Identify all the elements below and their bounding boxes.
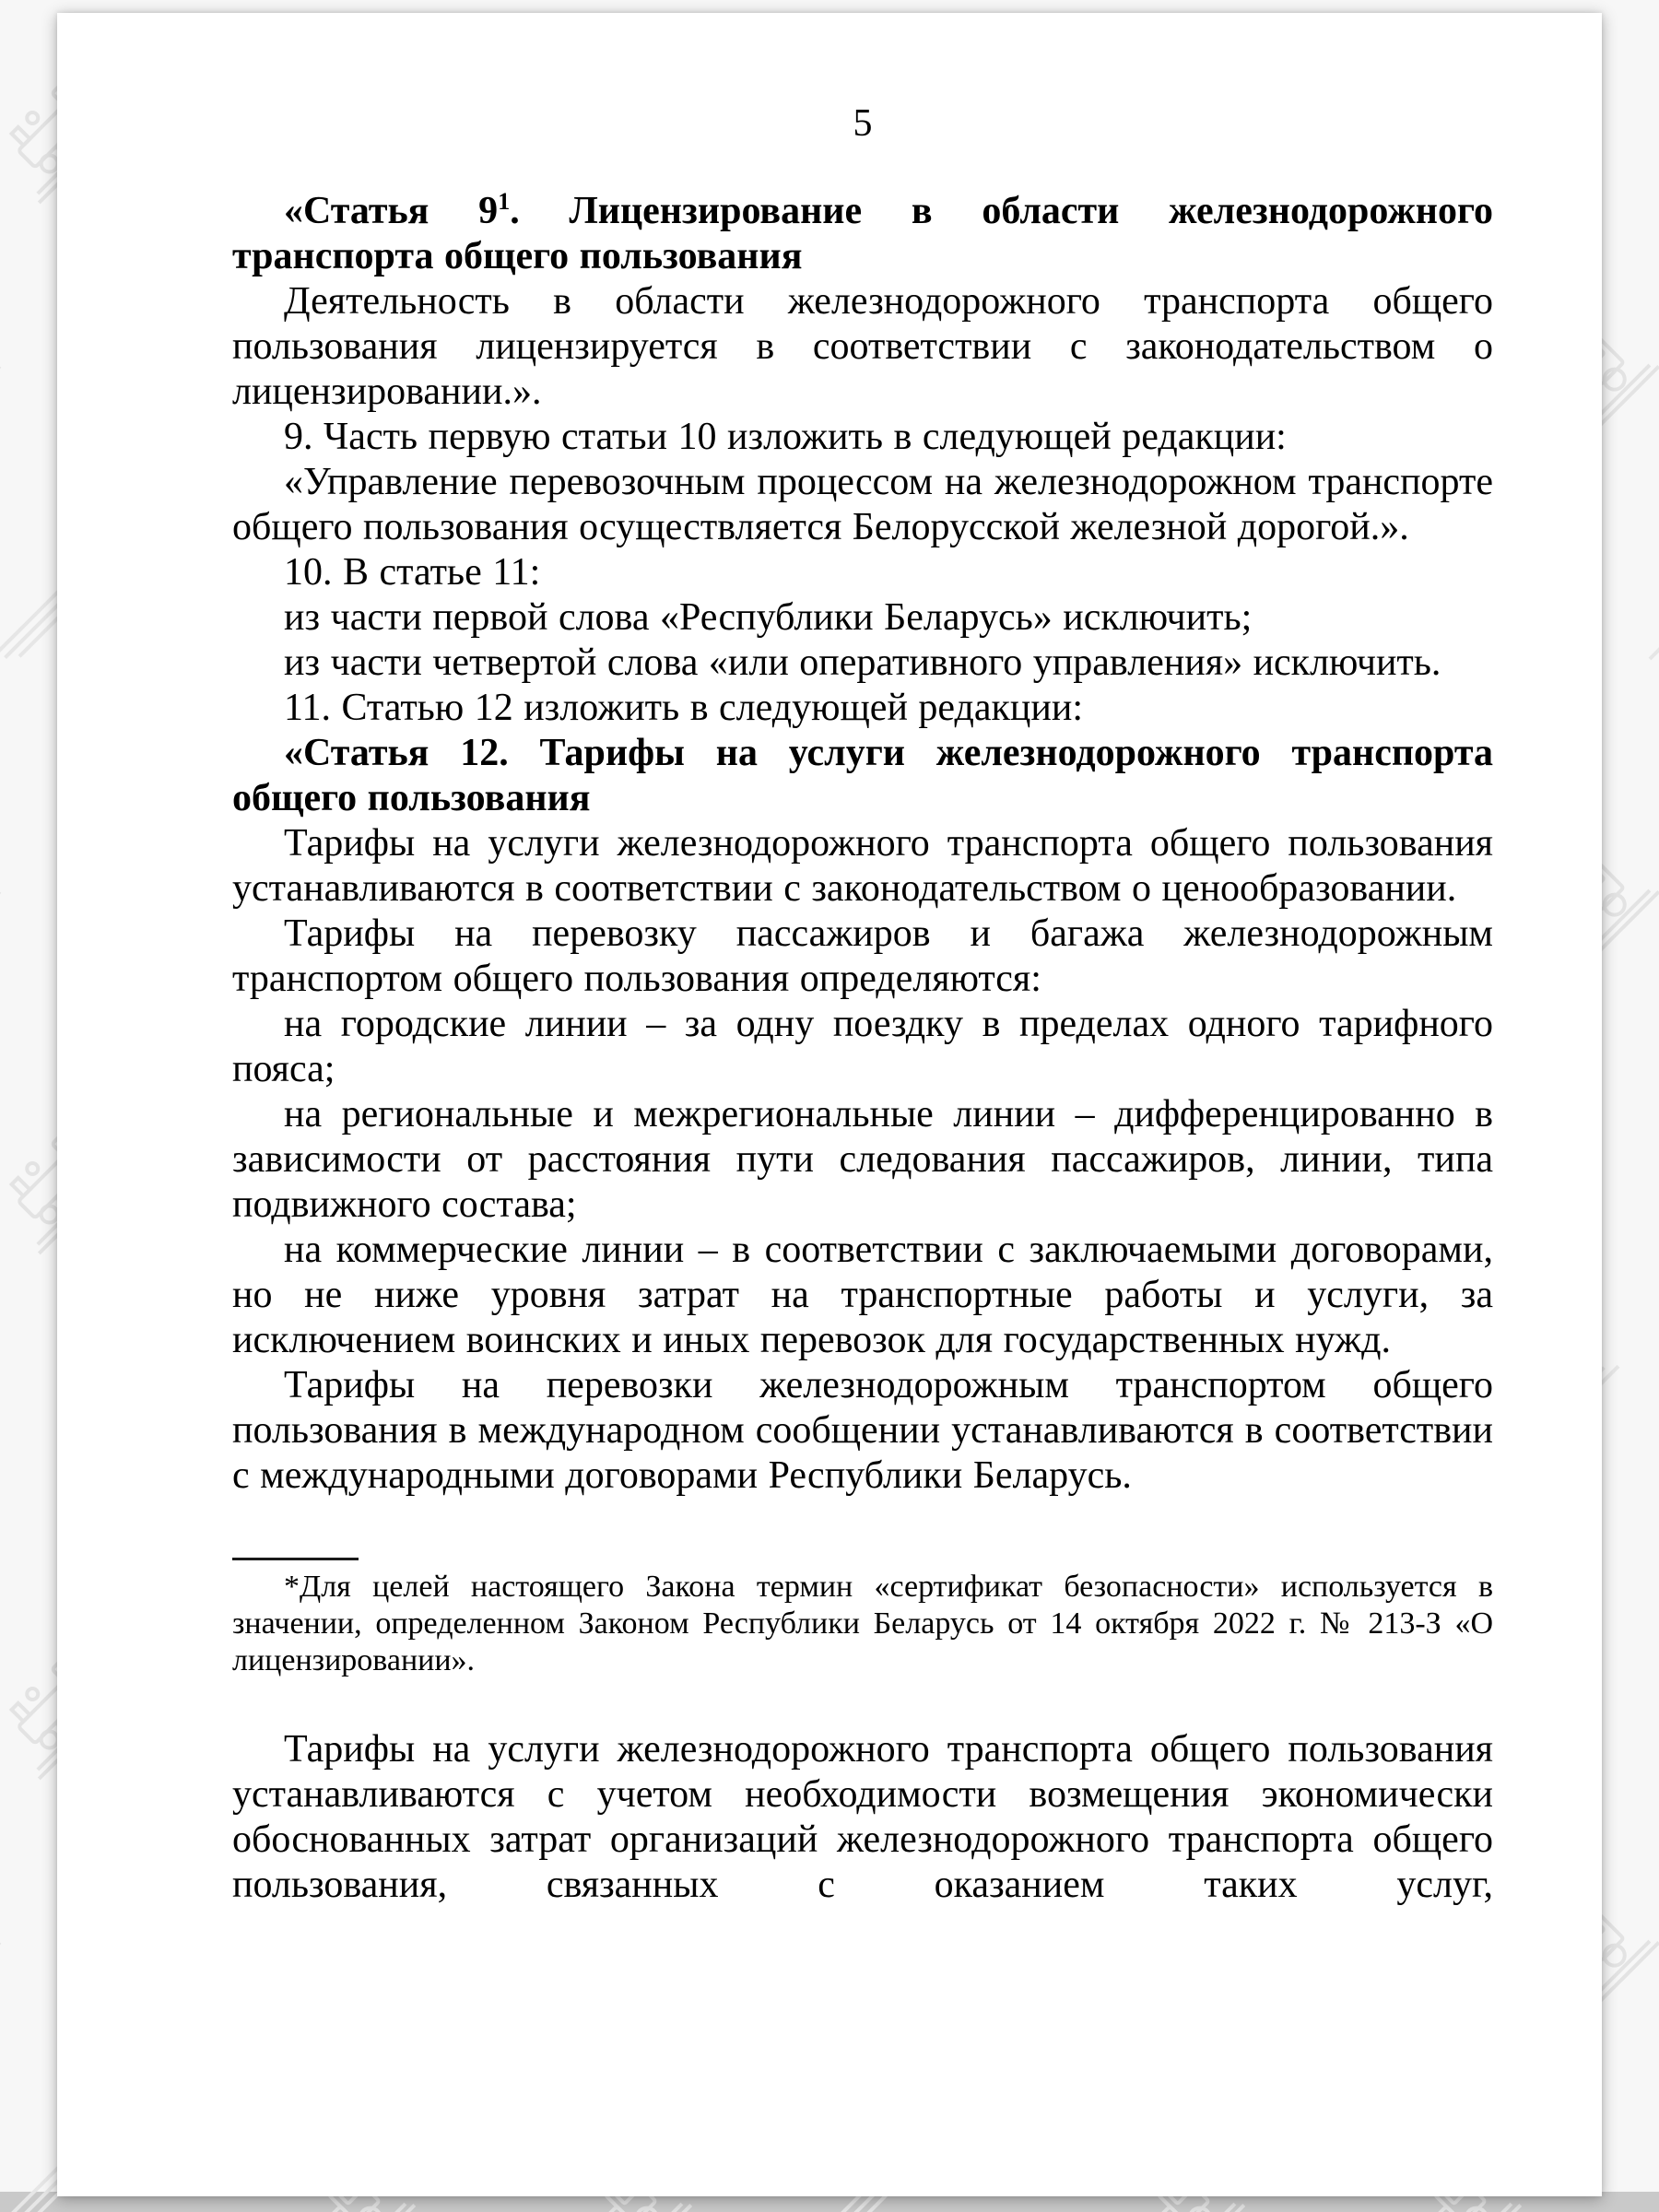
paragraph: Тарифы на услуги железнодорожного транспорта общего пользования устанавливаются в соответствии с законодательством о ценообразовании. [232, 822, 1493, 910]
paragraph: «Управление перевозочным процессом на железнодорожном транспорте общего пользования осуществляется Белорусской железной дорогой.». [232, 461, 1493, 548]
text-column [232, 101, 1493, 1908]
paragraph: 11. Статью 12 изложить в следующей редакции: [284, 687, 1084, 729]
continuation-paragraph: Тарифы на услуги железнодорожного транспорта общего пользования устанавливаются с учетом необходимости возмещения экономически обоснованных затрат организаций железнодорожного транспорта общего пользования, связанных с оказанием таких услуг, [232, 1728, 1493, 1906]
train-icon [1649, 1630, 1659, 1779]
document-page [57, 13, 1602, 2196]
paragraph: на городские линии – за одну поездку в пределах одного тарифного пояса; [232, 1003, 1493, 1090]
train-icon [1649, 54, 1659, 203]
article-heading: «Статья $9^1$. Лицензирование в области железнодорожного транспорта общего пользования [232, 188, 1493, 277]
superscript: 1 [498, 188, 511, 215]
paragraph: 10. В статье 11: [284, 551, 541, 594]
paragraph: на коммерческие линии – в соответствии с заключаемыми договорами, но не ниже уровня затрат на транспортные работы и услуги, за исключением воинских и иных перевозок для государственных нужд. [232, 1229, 1493, 1361]
page-number: 5 [853, 102, 873, 145]
rail-streak-icon [1650, 2141, 1659, 2212]
paragraph: Тарифы на перевозку пассажиров и багажа железнодорожным транспортом общего пользования определяются: [232, 912, 1493, 1000]
paragraph: из части четвертой слова «или оперативного управления» исключить. [284, 641, 1441, 684]
paragraph: на региональные и межрегиональные линии – дифференцированно в зависимости от расстояния пути следования пассажиров, линии, типа подвижного состава; [232, 1093, 1493, 1226]
rail-streak-icon [1650, 565, 1659, 672]
train-icon [1649, 1105, 1659, 1253]
article-heading: «Статья 12. Тарифы на услуги железнодорожного транспорта общего пользования [232, 732, 1493, 819]
paragraph: из части первой слова «Республики Беларусь» исключить; [284, 596, 1253, 639]
paragraph: 9. Часть первую статьи 10 изложить в следующей редакции: [284, 416, 1287, 458]
paragraph: Тарифы на перевозки железнодорожным транспортом общего пользования в международном сообщении устанавливаются в соответствии с международными договорами Республики Беларусь. [232, 1364, 1493, 1497]
paragraph-list [232, 189, 1493, 1499]
footnote-separator [232, 1558, 359, 1560]
footnote-text: *Для целей настоящего Закона термин «сертификат безопасности» используется в значении, определенном Законом Республики Беларусь от 14 октября 2022 г. № 213-З «О лицензировании». [232, 1570, 1493, 1677]
footnote-block [232, 1558, 1493, 1679]
paragraph: Деятельность в области железнодорожного транспорта общего пользования лицензируется в соответствии с законодательством о лицензировании.». [232, 280, 1493, 413]
